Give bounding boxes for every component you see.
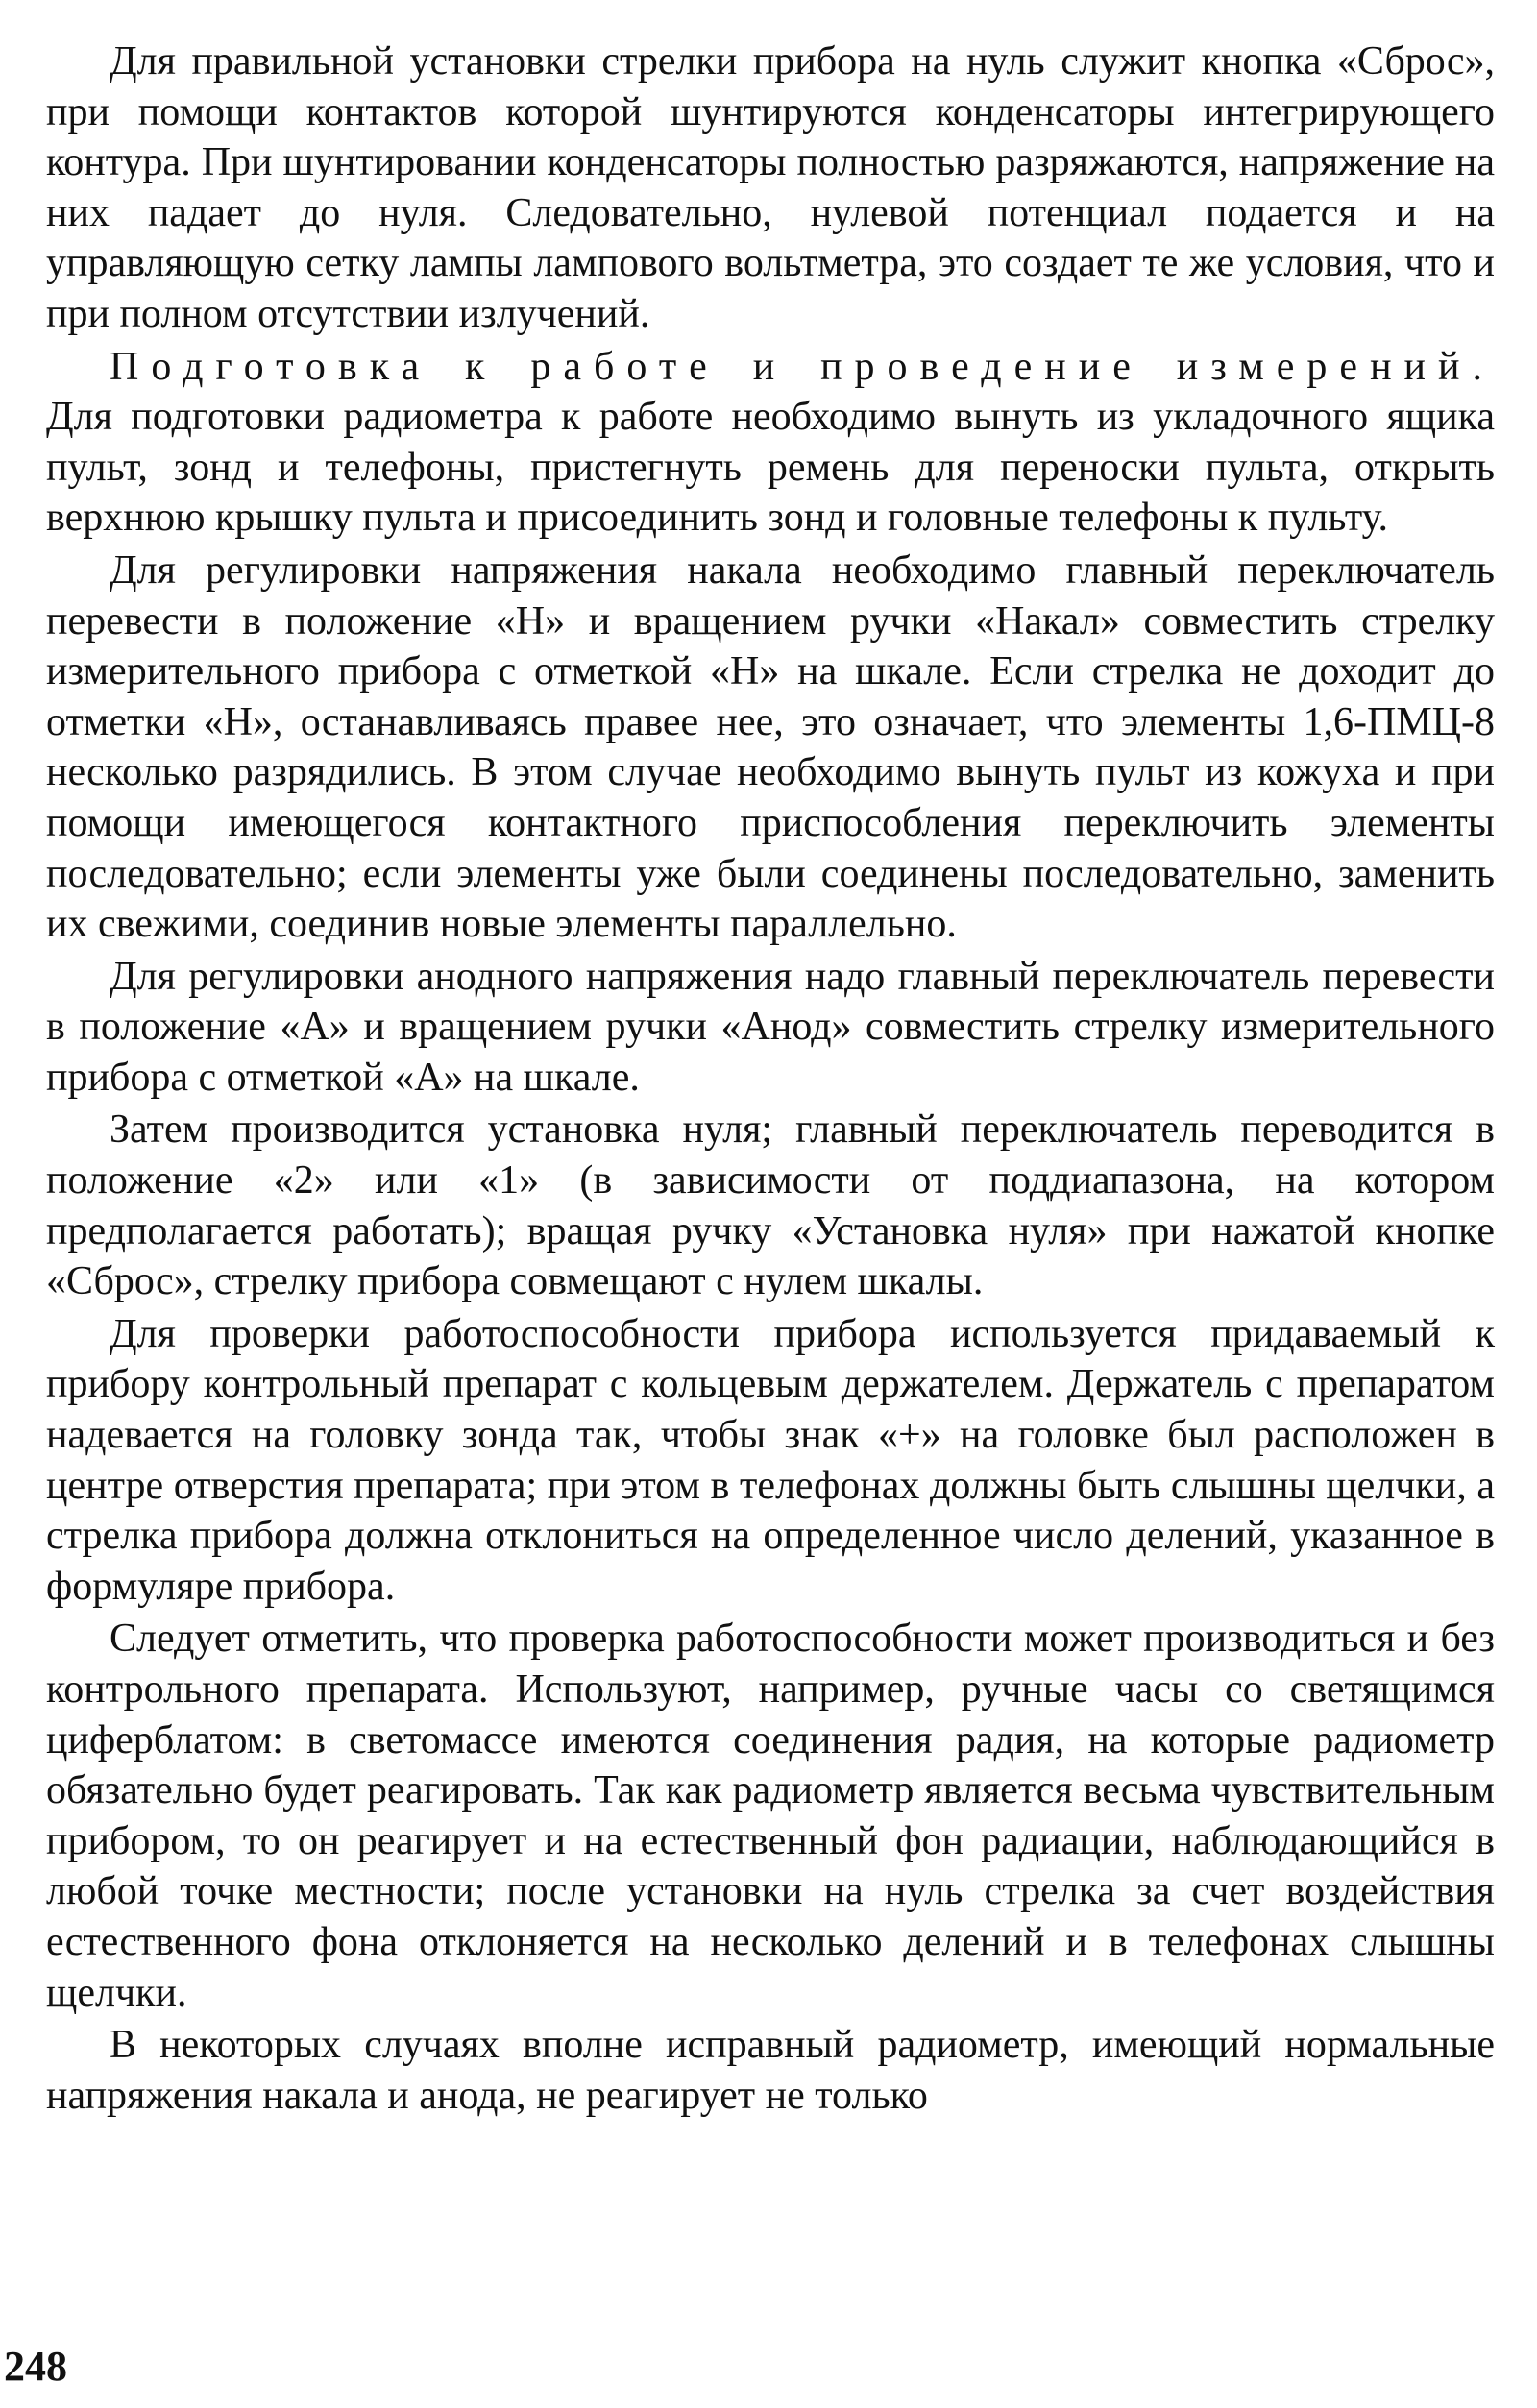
paragraph-preparation-text: Для подготовки радиометра к работе необходимо вынуть из укладочного ящика пульт, зонд и телефоны, пристегнуть ремень для переноски пульта, открыть верхнюю крышку пульта и присоединить зонд и головные телефоны к пульту. <box>46 395 1495 541</box>
page-number: 248 <box>4 2343 67 2390</box>
section-heading: Подготовка к работе и проведение измерений. <box>110 344 1495 389</box>
paragraph-continuation: В некоторых случаях вполне исправный радиометр, имеющий нормальные напряжения накала и анода, не реагирует не только <box>46 2023 1495 2118</box>
paragraph-preparation <box>46 342 1495 544</box>
paragraph-filament-voltage: Для регулировки напряжения накала необходимо главный переключатель перевести в положение «Н» и вращением ручки «Накал» совместить стрелку измерительного прибора с отметкой «Н» на шкале. Если стрелка не доходит до отметки «Н», останавливаясь правее нее, это означает, что элементы 1,6-ПМЦ-8 несколько разрядились. В этом случае необходимо вынуть пульт из кожуха и при помощи имеющегося контактного приспособления переключить элементы последовательно; если элементы уже были соединены последовательно, заменить их свежими, соединив новые элементы параллельно. <box>46 547 1495 947</box>
paragraph-anode-voltage: Для регулировки анодного напряжения надо главный переключатель перевести в положение «А» и вращением ручки «Анод» совместить стрелку измерительного прибора с отметкой «А» на шкале. <box>46 954 1495 1100</box>
paragraph-check-without-sample: Следует отметить, что проверка работоспособности может производиться и без контрольного препарата. Используют, например, ручные часы со светящимся циферблатом: в светомассе имеются соединения радия, на которые радиометр обязательно будет реагировать. Так как радиометр является весьма чувствительным прибором, то он реагирует и на естественный фон радиации, наблюдающийся в любой точке местности; после установки на нуль стрелка за счет воздействия естественного фона отклоняется на несколько делений и в телефонах слышны щелчки. <box>46 1617 1495 2015</box>
paragraph-zero-setting: Затем производится установка нуля; главный переключатель переводится в положение «2» или «1» (в зависимости от поддиапазона, на котором предполагается работать); вращая ручку «Установка нуля» при нажатой кнопке «Сброс», стрелку прибора совмещают с нулем шкалы. <box>46 1107 1495 1304</box>
document-page <box>46 36 1495 2380</box>
paragraph-reset-button: Для правильной установки стрелки прибора на нуль служит кнопка «Сброс», при помощи контактов которой шунтируются конденсаторы интегрирующего контура. При шунтировании конденсаторы полностью разряжаются, напряжение на них падает до нуля. Следовательно, нулевой потенциал подается и на управляющую сетку лампы лампового вольтметра, это создает те же условия, что и при полном отсутствии излучений. <box>46 39 1495 336</box>
paragraph-control-sample: Для проверки работоспособности прибора используется придаваемый к прибору контрольный препарат с кольцевым держателем. Держатель с препаратом надевается на головку зонда так, чтобы знак «+» на головке был расположен в центре отверстия препарата; при этом в телефонах должны быть слышны щелчки, а стрелка прибора должна отклониться на определенное число делений, указанное в формуляре прибора. <box>46 1311 1495 1609</box>
